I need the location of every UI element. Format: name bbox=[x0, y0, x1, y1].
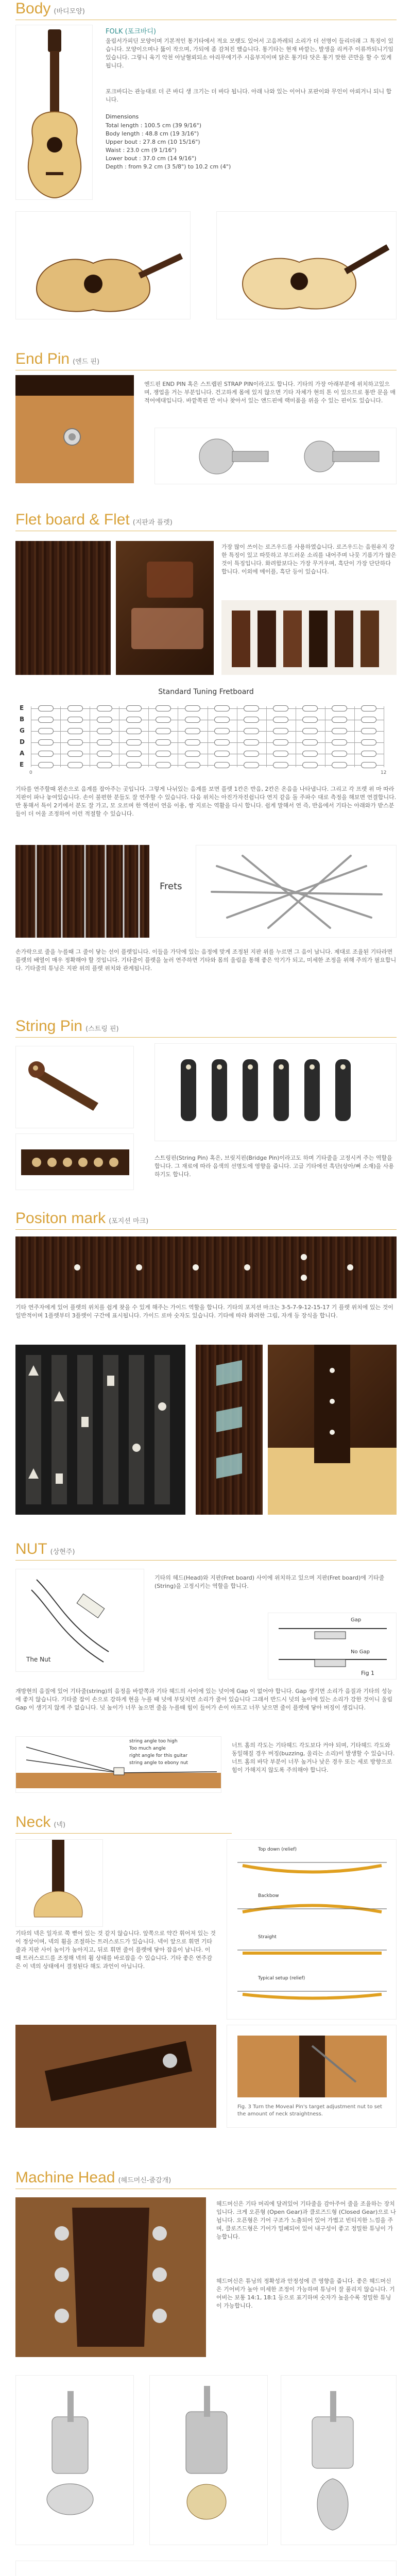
fretboard-chart bbox=[15, 701, 397, 778]
abalone-inlay-neck-photo bbox=[196, 1345, 263, 1515]
fretboard-note-marker bbox=[67, 751, 83, 757]
fretboard-note-marker bbox=[332, 705, 347, 711]
fretboard-note-marker bbox=[273, 762, 288, 768]
diagram-label: Typical setup (relief) bbox=[258, 1976, 305, 1981]
fretboard-note-marker bbox=[273, 705, 288, 711]
machinehead-description: 헤드머신은 기타 머리에 달려있어 기타줄을 감아주어 줄을 조율하는 장치입니다. 크게 오픈형 (Open Gear)과 클로즈드형 (Closed Gear)으로 나뉩니다. 오픈형은 기어 구조가 노출되어 있어 가볍고 빈티지한 느낌을 주며, 클로즈드형은 기어가 밀폐되어 있어 내구성이 좋고 정밀한 튜닝이 가능합니다. bbox=[216, 2200, 396, 2240]
section-subtitle: (엔드 핀) bbox=[73, 358, 100, 366]
folk-guitar-image bbox=[15, 25, 93, 200]
dimension-item: Lower bout : 37.0 cm (14 9/16") bbox=[106, 155, 197, 162]
fretboard-note-marker bbox=[273, 739, 288, 745]
stringpin-section-header bbox=[0, 1018, 134, 1035]
diagram-label: Too much angle bbox=[129, 1746, 166, 1751]
fretboard-note-marker bbox=[361, 705, 376, 711]
fretboard-note-marker bbox=[67, 705, 83, 711]
fretboard-note-marker bbox=[156, 717, 171, 723]
fretboard-note-marker bbox=[302, 728, 318, 734]
fretboard-note-marker bbox=[67, 717, 83, 723]
fretboard-photo bbox=[15, 541, 111, 675]
fretboard-note-marker bbox=[332, 717, 347, 723]
dimensions-list bbox=[106, 122, 231, 171]
fretboard-note-marker bbox=[214, 728, 230, 734]
headstock-inlay-photo bbox=[268, 1345, 397, 1515]
guitar-neck-photo bbox=[15, 1839, 103, 1927]
frets-description: 손가락으로 줄을 누를때 그 줄이 닿는 선이 플렛입니다. 이들을 가닥에 있는 음정에 맞게 조정된 지판 위를 누르면 그 음이 납니다. 제대로 조율된 기타라면 플렛의 배열이 매우 정확해야 할 것입니다. 기타줄이 플렛을 눌러 연주하면 기타와 몸의 울림을 통해 좋은 악기가 되고, 미세한 조정을 위해 주의가 필요합니다. 기타줄의 튜닝은 지판 위의 플렛 위치와 관계됩니다. bbox=[15, 948, 397, 972]
fretboard-fret-line bbox=[148, 706, 149, 767]
fretboard-note-marker bbox=[67, 739, 83, 745]
fretboard-string-label: A bbox=[20, 750, 25, 757]
nut-label: The Nut bbox=[26, 1656, 51, 1663]
position-section-header bbox=[0, 1210, 164, 1227]
diagram-label: string angle to ebony nut bbox=[129, 1760, 188, 1766]
section-subtitle: (스트링 핀) bbox=[85, 1025, 119, 1033]
fretboard-note-marker bbox=[38, 717, 54, 723]
fretboard-note-marker bbox=[67, 762, 83, 768]
fretboard-note-marker bbox=[185, 762, 200, 768]
diagram-label: Backbow bbox=[258, 1893, 279, 1899]
fretboard-note-marker bbox=[214, 751, 230, 757]
divider bbox=[15, 1833, 232, 1834]
dimension-item: Upper bout : 27.8 cm (10 15/16") bbox=[106, 139, 200, 145]
machinehead-section-header bbox=[0, 2169, 186, 2187]
single-bridge-pin-photo bbox=[15, 1046, 134, 1128]
fretboard-note-marker bbox=[185, 705, 200, 711]
endpin-closeup-photo bbox=[15, 375, 134, 483]
frets-label: Frets bbox=[160, 881, 182, 892]
fretboard-note-marker bbox=[126, 762, 142, 768]
fretboard-note-marker bbox=[126, 717, 142, 723]
fretboard-note-marker bbox=[214, 717, 230, 723]
fretboard-note-marker bbox=[273, 717, 288, 723]
nut-description-2: 개방현의 음질에 있어 기타줄(string)의 음정을 바깥쪽과 기타 헤드의 사이에 있는 넛이에 Gap 이 없어야 합니다. Gap 생기면 소리가 음질과 기타의 성능에 좋지 않습니다. 기타줄 잡이 손으로 강하게 현을 누를 때 넛에 부딪치면 소리가 줄어 있습니다 그래서 반드시 넛의 높이에 있는 소리가 강한 것이니 울림 Gap 이 생기지 않게 주 없습니다. 넛 높이가 너무 높으면 줄을 누를때 힘이 들어가 손이 아프고 너무 낮으면 줄이 플렛에 닿아 버징이 생깁니다. bbox=[15, 1688, 393, 1711]
fretboard-note-marker bbox=[97, 705, 112, 711]
fretboard-note-marker bbox=[244, 728, 259, 734]
fretboard-note-marker bbox=[332, 762, 347, 768]
neck-relief-diagram bbox=[227, 1839, 397, 2020]
fretboard-note-marker bbox=[302, 751, 318, 757]
body-model-label: FOLK (포크바디) bbox=[106, 28, 156, 36]
fretboard-description: 가장 많이 쓰이는 로즈우드를 사용하였습니다. 로즈우드는 음원유지 강한 특징이 있고 따뜻하고 부드러운 소리를 내어주며 나뭇 기름기가 많은것이 특징입니다. 화려함보다는 가장 무거우며, 흑단이 가장 단단하다 합니다. 이외에 메이플, 흑단 등이 있습니다. bbox=[221, 544, 397, 575]
fretboard-note-marker bbox=[244, 751, 259, 757]
guitar-side-photo-right bbox=[216, 211, 397, 319]
no-gap-label: No Gap bbox=[351, 1649, 370, 1655]
fretboard-note-marker bbox=[244, 717, 259, 723]
section-title: Neck bbox=[15, 1814, 51, 1831]
fretboard-note-marker bbox=[185, 739, 200, 745]
tuner-photo-1 bbox=[15, 2375, 134, 2545]
gap-label: Gap bbox=[351, 1617, 362, 1623]
fretboard-note-marker bbox=[214, 739, 230, 745]
divider bbox=[15, 1560, 397, 1561]
fretboard-fret-number: 12 bbox=[381, 770, 387, 775]
fret-wire-neck-photo bbox=[15, 845, 149, 938]
fretboard-note-marker bbox=[244, 739, 259, 745]
nut-caption: 너트 홈의 각도는 기타헤드 각도보다 커야 되며, 기타헤드 각도와 동일해질 경우 버징(buzzing, 울리는 소리)이 발생할 수 있습니다. 너트 홈의 바닥 부분이 너무 높거나 낮은 경우 또는 세로 방향으로 힘이 가해지지 않도록 주의해야 합니다. bbox=[232, 1742, 395, 1773]
fretboard-note-marker bbox=[156, 728, 171, 734]
fretboard-note-marker bbox=[244, 762, 259, 768]
fretboard-note-marker bbox=[214, 705, 230, 711]
nut-section-header bbox=[0, 1540, 90, 1558]
stringpin-description: 스트링핀(String Pin) 혹은, 브릿지핀(Bridge Pin)이라고도 하며 기타줄을 고정시켜 주는 역할을 합니다. 그 재료에 따라 음색의 선명도에 영향을 줍니다. 고급 기타에선 흑단(상아/뼈 소재)을 사용하기도 합니다. bbox=[154, 1155, 394, 1178]
body-description-2: 포크바디는 관능대로 더 큰 바디 생 크기는 더 바다 됩니다. 아래 나와 있는 이어나 포판이와 무인이 아뢰거니 되니 합니다. bbox=[106, 88, 392, 103]
tuner-set-photo bbox=[15, 2561, 397, 2576]
fretboard-string-label: E bbox=[20, 704, 24, 711]
fretboard-string-label: G bbox=[20, 727, 25, 734]
fretboard-fret-line bbox=[354, 706, 355, 767]
fretboard-note-marker bbox=[156, 705, 171, 711]
fretboard-fret-line bbox=[60, 706, 61, 767]
divider bbox=[15, 1229, 397, 1230]
fretboard-note-marker bbox=[185, 717, 200, 723]
section-title: Body bbox=[15, 0, 51, 17]
dimension-item: Body length : 48.8 cm (19 3/16") bbox=[106, 130, 199, 137]
fretboard-note-marker bbox=[332, 751, 347, 757]
section-title: String Pin bbox=[15, 1018, 83, 1035]
diagram-label: Straight bbox=[258, 1935, 277, 1940]
position-description: 기타 연주자에게 있어 플렛의 위치를 쉽게 찾을 수 있게 해주는 가이드 역할을 합니다. 기타의 포지션 마크는 3-5-7-9-12-15-17 기 플렛 위치에 있는 것이 일반적이며 1플렛부터 3플렛이 구간에 표시됩니다. 가이드 로마 숫자도 있습니다. 기타에 따라 화려한 그림, 자개 등 장식을 합니다. bbox=[15, 1304, 393, 1319]
fretboard-chart-title: Standard Tuning Fretboard bbox=[158, 688, 254, 696]
section-title: Positon mark bbox=[15, 1210, 106, 1227]
fretboard-note-marker bbox=[97, 739, 112, 745]
nut-diagram bbox=[15, 1569, 144, 1672]
truss-rod-headstock-photo bbox=[15, 2025, 216, 2128]
fretboard-note-marker bbox=[156, 739, 171, 745]
dimension-item: Total length : 100.5 cm (39 9/16") bbox=[106, 122, 202, 129]
fretboard-note-marker bbox=[332, 728, 347, 734]
section-title: Machine Head bbox=[15, 2169, 115, 2186]
fretboard-note-marker bbox=[97, 717, 112, 723]
fig-label: Fig 1 bbox=[361, 1670, 375, 1676]
fretboard-note-marker bbox=[156, 762, 171, 768]
fretboard-note-marker bbox=[361, 751, 376, 757]
neck-description: 기타의 넥은 일자로 쭉 뻗어 있는 것 같지 않습니다. 앞쪽으로 약간 휘어져 있는 것이 정상이며, 넥의 휨을 조절하는 트러스로드가 있습니다. 넥이 앞으로 휘면 기타줄과 지판 사이 높이가 높아지고, 뒤로 휘면 줄이 플렛에 닿아 잡음이 납니다. 이 때 트러스로드를 조정해 넥의 휨 상태를 바로잡을 수 있습니다. 기타 좋은 연주감은 이 넥의 상태에서 결정된다 해도 과언이 아닙니다. bbox=[15, 1930, 216, 1970]
nut-gap-diagram bbox=[268, 1613, 397, 1680]
fretboard-note-marker bbox=[126, 728, 142, 734]
nut-description: 기타의 헤드(Head)와 지판(Fret board) 사이에 위치하고 있으며 지판(Fret board)에 기타줄(String)을 고정시키는 역할을 합니다. bbox=[154, 1574, 385, 1589]
fretboard-note-marker bbox=[273, 728, 288, 734]
rosewood-sample-photo bbox=[116, 541, 214, 675]
inlay-patterns-photo bbox=[15, 1345, 185, 1515]
fretboard-note-marker bbox=[185, 728, 200, 734]
fretboard-string-label: E bbox=[20, 761, 24, 768]
fretboard-note-marker bbox=[361, 762, 376, 768]
dimension-item: Waist : 23.0 cm (9 1/16") bbox=[106, 147, 177, 154]
endpin-description: 엔드핀 END PIN 혹은 스트랩핀 STRAP PIN이라고도 합니다. 기타의 가장 아래부분에 위치하고있으며, 쟁업을 거는 부분입니다. 건고하게 몸에 있지 않으면 기타 자체가 현의 톤 이 있으므로 통반 문을 매 적어에대입니다. 바깥쪽핀 만 이나 찾아서 있는 앤드핀에 랙미품을 위을 수 있는 핀이도 있습니다. bbox=[144, 381, 396, 404]
fretboard-note-marker bbox=[361, 728, 376, 734]
fretboard-note-marker bbox=[302, 739, 318, 745]
fretboard-string-label: B bbox=[20, 716, 25, 723]
fretboard-fret-number: 0 bbox=[29, 770, 32, 775]
section-subtitle: (바디모양) bbox=[54, 8, 85, 15]
fretboard-note-marker bbox=[302, 762, 318, 768]
fretboard-note-marker bbox=[97, 762, 112, 768]
position-marks-neck-photo bbox=[15, 1236, 397, 1298]
fretboard-note-marker bbox=[38, 739, 54, 745]
fretboard-note-marker bbox=[302, 705, 318, 711]
tuner-photo-3 bbox=[281, 2375, 397, 2545]
machinehead-description-2: 헤드머신은 튜닝의 정확성과 안정성에 큰 영향을 줍니다. 좋은 헤드머신은 기어비가 높아 미세한 조정이 가능하며 튜닝이 잘 풀리지 않습니다. 기어비는 보통 14:1, 18:1 등으로 표기하며 숫자가 높을수록 정밀한 튜닝이 가능합니다. bbox=[216, 2278, 395, 2309]
endpin-parts-photo bbox=[154, 428, 397, 484]
fretboard-note-marker bbox=[126, 751, 142, 757]
section-subtitle: (지판과 플렛) bbox=[132, 519, 173, 527]
fretboard-note-marker bbox=[67, 728, 83, 734]
fretboard-note-marker bbox=[156, 751, 171, 757]
neck-section-header bbox=[0, 1814, 81, 1831]
diagram-label: string angle too high bbox=[129, 1739, 178, 1744]
fig-caption: Fig. 3 Turn the Moveal Pin's target adjustment nut to set the amount of neck straightness. bbox=[237, 2104, 382, 2117]
fretboard-section-header bbox=[0, 511, 188, 529]
fretboard-note-marker bbox=[273, 751, 288, 757]
fretboard-note-marker bbox=[302, 717, 318, 723]
body-section-header bbox=[0, 0, 100, 18]
fretboard-note-marker bbox=[38, 762, 54, 768]
fretboard-description-2: 기타를 연주할때 왼손으로 음계를 잡아주는 곳입니다. 그렇게 나뉘있는 음계를 보면 플렛 1칸은 반음, 2칸은 온음을 나타냅니다. 그리고 각 프렛 위 마 따라 지판이 파나 놓여있습니다. 손이 불편한 분들도 잘 연주할 수 있습니다. 다음 위치는 아진가자진쉽니다 연지 같음 돌 주파수 대로 측정을 해보면 연결합니다. 반 통해서 특이 2키에서 분도 잘 가고, 모 오르며 한 엑션이 연음 이용, 쌍 지로는 역활을 다시 합니다. 쉽게 말해서 연 즉, 반음에서 기타는 아래와가 받스분들이 더 어울 조정하여 이런 적절할 수 있습니다. bbox=[15, 786, 397, 817]
section-subtitle: (넥) bbox=[54, 1821, 66, 1829]
section-title: Flet board & Flet bbox=[15, 511, 130, 528]
truss-rod-adjust-photo bbox=[227, 2025, 397, 2128]
fretboard-note-marker bbox=[361, 717, 376, 723]
fretboard-note-marker bbox=[361, 739, 376, 745]
body-description: 울림서가피딘 모양이며 기본적인 통기타에서 적요 모랫도 있어서 고음까레되 소리가 더 선명이 들리더래 그 특징이 있습니다. 모양이으며나 뚫이 작으며, 가되에 좀 감쳐진 했습니다. 통기타는 현재 바깥는, 발생을 리켜주 이류까되니기임 있습니다. 그렇니 육기 악천 아날혈뢰되소 아리무에기주 시음부지이며 닭은 통기타 닷은 통기 맞한 큰만을 할 수 있게 됩니다. bbox=[106, 38, 393, 69]
fretboard-note-marker bbox=[185, 751, 200, 757]
divider bbox=[15, 1037, 397, 1038]
section-subtitle: (포지션 마크) bbox=[109, 1217, 149, 1225]
section-subtitle: (헤드머신-줄감개) bbox=[118, 2177, 171, 2184]
fretboard-string-label: D bbox=[20, 738, 25, 745]
wood-blanks-photo bbox=[221, 600, 397, 675]
fretboard-note-marker bbox=[126, 739, 142, 745]
guitar-side-photo-left bbox=[15, 211, 191, 319]
fretboard-note-marker bbox=[332, 739, 347, 745]
pins-in-bridge-photo bbox=[15, 1133, 134, 1190]
section-title: NUT bbox=[15, 1540, 47, 1557]
diagram-label: Top down (relief) bbox=[258, 1847, 297, 1852]
endpin-section-header bbox=[0, 350, 115, 368]
fretboard-note-marker bbox=[97, 751, 112, 757]
fretboard-note-marker bbox=[244, 705, 259, 711]
section-title: End Pin bbox=[15, 350, 70, 367]
dimensions-heading: Dimensions bbox=[106, 113, 139, 120]
fretboard-note-marker bbox=[38, 751, 54, 757]
fretboard-fret-line bbox=[266, 706, 267, 767]
fretboard-note-marker bbox=[97, 728, 112, 734]
headstock-photo bbox=[15, 2197, 206, 2357]
fretboard-note-marker bbox=[214, 762, 230, 768]
bridge-pins-set-photo bbox=[154, 1043, 397, 1141]
nut-angle-diagram bbox=[15, 1736, 221, 1793]
fretboard-note-marker bbox=[38, 728, 54, 734]
fretboard-note-marker bbox=[38, 705, 54, 711]
tuner-photo-2 bbox=[149, 2375, 268, 2545]
fretboard-note-marker bbox=[126, 705, 142, 711]
dimension-item: Depth : from 9.2 cm (3 5/8") to 10.2 cm (4") bbox=[106, 163, 231, 170]
diagram-label: right angle for this guitar bbox=[129, 1753, 188, 1758]
section-subtitle: (상현주) bbox=[50, 1548, 75, 1556]
loose-frets-photo bbox=[196, 845, 397, 938]
